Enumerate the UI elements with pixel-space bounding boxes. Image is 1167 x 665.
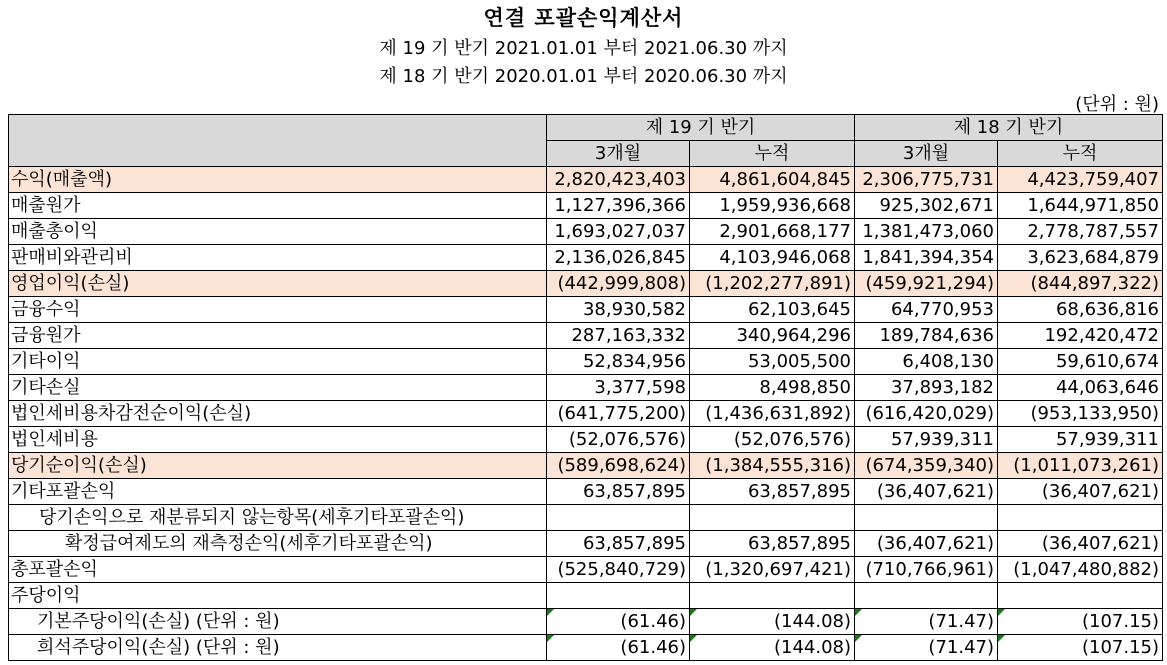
table-row [9,349,1163,375]
table-row [9,453,1163,479]
cell-value: 4,103,946,068 [690,245,855,271]
cell-value: 44,063,646 [998,375,1163,401]
row-label: 기타손실 [9,375,547,401]
cell-value: (71.47) [855,609,998,635]
green-corner-marker-icon [547,609,554,616]
header-row-groups [9,115,1163,141]
green-corner-marker-icon [998,609,1005,616]
cell-value: (589,698,624) [547,453,690,479]
cell-value: 63,857,895 [547,531,690,557]
cell-value: 57,939,311 [998,427,1163,453]
table-row [9,531,1163,557]
cell-value: (52,076,576) [547,427,690,453]
cell-value: 3,623,684,879 [998,245,1163,271]
table-row [9,375,1163,401]
cell-value: (144.08) [690,635,855,661]
cell-value: 6,408,130 [855,349,998,375]
cell-value: (71.47) [855,635,998,661]
table-row [9,271,1163,297]
row-label: 기타이익 [9,349,547,375]
cell-value [690,505,855,531]
cell-value [855,505,998,531]
green-corner-marker-icon [855,635,862,642]
col-header-cum-prior: 누적 [998,141,1163,167]
cell-value: (107.15) [998,635,1163,661]
cell-value: (144.08) [690,609,855,635]
table-row [9,245,1163,271]
cell-value: (953,133,950) [998,401,1163,427]
cell-value: 2,901,668,177 [690,219,855,245]
cell-value: (107.15) [998,609,1163,635]
row-label: 당기손익으로 재분류되지 않는항목(세후기타포괄손익) [9,505,547,531]
row-label: 매출총이익 [9,219,547,245]
cell-value: (61.46) [547,635,690,661]
cell-value: (36,407,621) [998,531,1163,557]
cell-value: (710,766,961) [855,557,998,583]
cell-value: (442,999,808) [547,271,690,297]
cell-value: 925,302,671 [855,193,998,219]
green-corner-marker-icon [690,609,697,616]
label-header-cell [9,115,547,167]
cell-value: (674,359,340) [855,453,998,479]
row-label: 금융원가 [9,323,547,349]
cell-value: 340,964,296 [690,323,855,349]
statement-title: 연결 포괄손익계산서 [483,6,684,30]
table-row [9,193,1163,219]
group-header-prior: 제 18 기 반기 [855,115,1163,141]
period-current: 제 19 기 반기 2021.01.01 부터 2021.06.30 까지 [379,38,788,59]
cell-value: (1,047,480,882) [998,557,1163,583]
cell-value: 4,423,759,407 [998,167,1163,193]
cell-value: 63,857,895 [690,531,855,557]
cell-value: 64,770,953 [855,297,998,323]
cell-value: (641,775,200) [547,401,690,427]
table-row [9,635,1163,661]
cell-value: 8,498,850 [690,375,855,401]
cell-value: 1,959,936,668 [690,193,855,219]
cell-value: (459,921,294) [855,271,998,297]
cell-value: 2,820,423,403 [547,167,690,193]
cell-value: (1,202,277,891) [690,271,855,297]
col-header-3m-prior: 3개월 [855,141,998,167]
cell-value [998,583,1163,609]
unit-label: (단위 : 원) [1075,94,1159,115]
cell-value: 1,841,394,354 [855,245,998,271]
cell-value: (61.46) [547,609,690,635]
cell-value: 1,644,971,850 [998,193,1163,219]
cell-value: (525,840,729) [547,557,690,583]
table-row [9,583,1163,609]
cell-value: (52,076,576) [690,427,855,453]
table-row [9,167,1163,193]
cell-value: 1,381,473,060 [855,219,998,245]
row-label: 법인세비용차감전순이익(손실) [9,401,547,427]
cell-value: 2,778,787,557 [998,219,1163,245]
cell-value: 62,103,645 [690,297,855,323]
row-label: 법인세비용 [9,427,547,453]
cell-value: (36,407,621) [855,479,998,505]
cell-value: (1,436,631,892) [690,401,855,427]
cell-value: 52,834,956 [547,349,690,375]
row-label: 총포괄손익 [9,557,547,583]
cell-value: (1,320,697,421) [690,557,855,583]
period-prior: 제 18 기 반기 2020.01.01 부터 2020.06.30 까지 [379,66,788,87]
row-label: 수익(매출액) [9,167,547,193]
cell-value: 189,784,636 [855,323,998,349]
group-header-current: 제 19 기 반기 [547,115,855,141]
row-label: 희석주당이익(손실) (단위 : 원) [9,635,547,661]
cell-value: (1,011,073,261) [998,453,1163,479]
row-label: 금융수익 [9,297,547,323]
cell-value: 192,420,472 [998,323,1163,349]
cell-value: 4,861,604,845 [690,167,855,193]
table-row [9,297,1163,323]
cell-value: (36,407,621) [998,479,1163,505]
cell-value [998,505,1163,531]
cell-value: 2,136,026,845 [547,245,690,271]
cell-value [547,505,690,531]
table-row [9,427,1163,453]
cell-value: 287,163,332 [547,323,690,349]
row-label: 당기순이익(손실) [9,453,547,479]
cell-value: 63,857,895 [547,479,690,505]
row-label: 판매비와관리비 [9,245,547,271]
table-row [9,401,1163,427]
cell-value: (616,420,029) [855,401,998,427]
table-row [9,557,1163,583]
income-statement-table [8,114,1163,661]
cell-value: 1,127,396,366 [547,193,690,219]
table-row [9,479,1163,505]
cell-value [547,583,690,609]
row-label: 주당이익 [9,583,547,609]
row-label: 확정급여제도의 재측정손익(세후기타포괄손익) [9,531,547,557]
row-label: 기타포괄손익 [9,479,547,505]
col-header-cum-current: 누적 [690,141,855,167]
cell-value: (36,407,621) [855,531,998,557]
green-corner-marker-icon [855,609,862,616]
cell-value: 57,939,311 [855,427,998,453]
cell-value [855,583,998,609]
row-label: 기본주당이익(손실) (단위 : 원) [9,609,547,635]
cell-value: 3,377,598 [547,375,690,401]
cell-value: 63,857,895 [690,479,855,505]
cell-value: (844,897,322) [998,271,1163,297]
green-corner-marker-icon [547,635,554,642]
cell-value: 59,610,674 [998,349,1163,375]
cell-value: (1,384,555,316) [690,453,855,479]
row-label: 매출원가 [9,193,547,219]
cell-value: 1,693,027,037 [547,219,690,245]
table-row [9,219,1163,245]
col-header-3m-current: 3개월 [547,141,690,167]
green-corner-marker-icon [998,635,1005,642]
row-label: 영업이익(손실) [9,271,547,297]
cell-value: 68,636,816 [998,297,1163,323]
cell-value: 37,893,182 [855,375,998,401]
cell-value: 2,306,775,731 [855,167,998,193]
cell-value: 38,930,582 [547,297,690,323]
green-corner-marker-icon [690,635,697,642]
cell-value [690,583,855,609]
table-row [9,609,1163,635]
table-row [9,505,1163,531]
table-row [9,323,1163,349]
cell-value: 53,005,500 [690,349,855,375]
